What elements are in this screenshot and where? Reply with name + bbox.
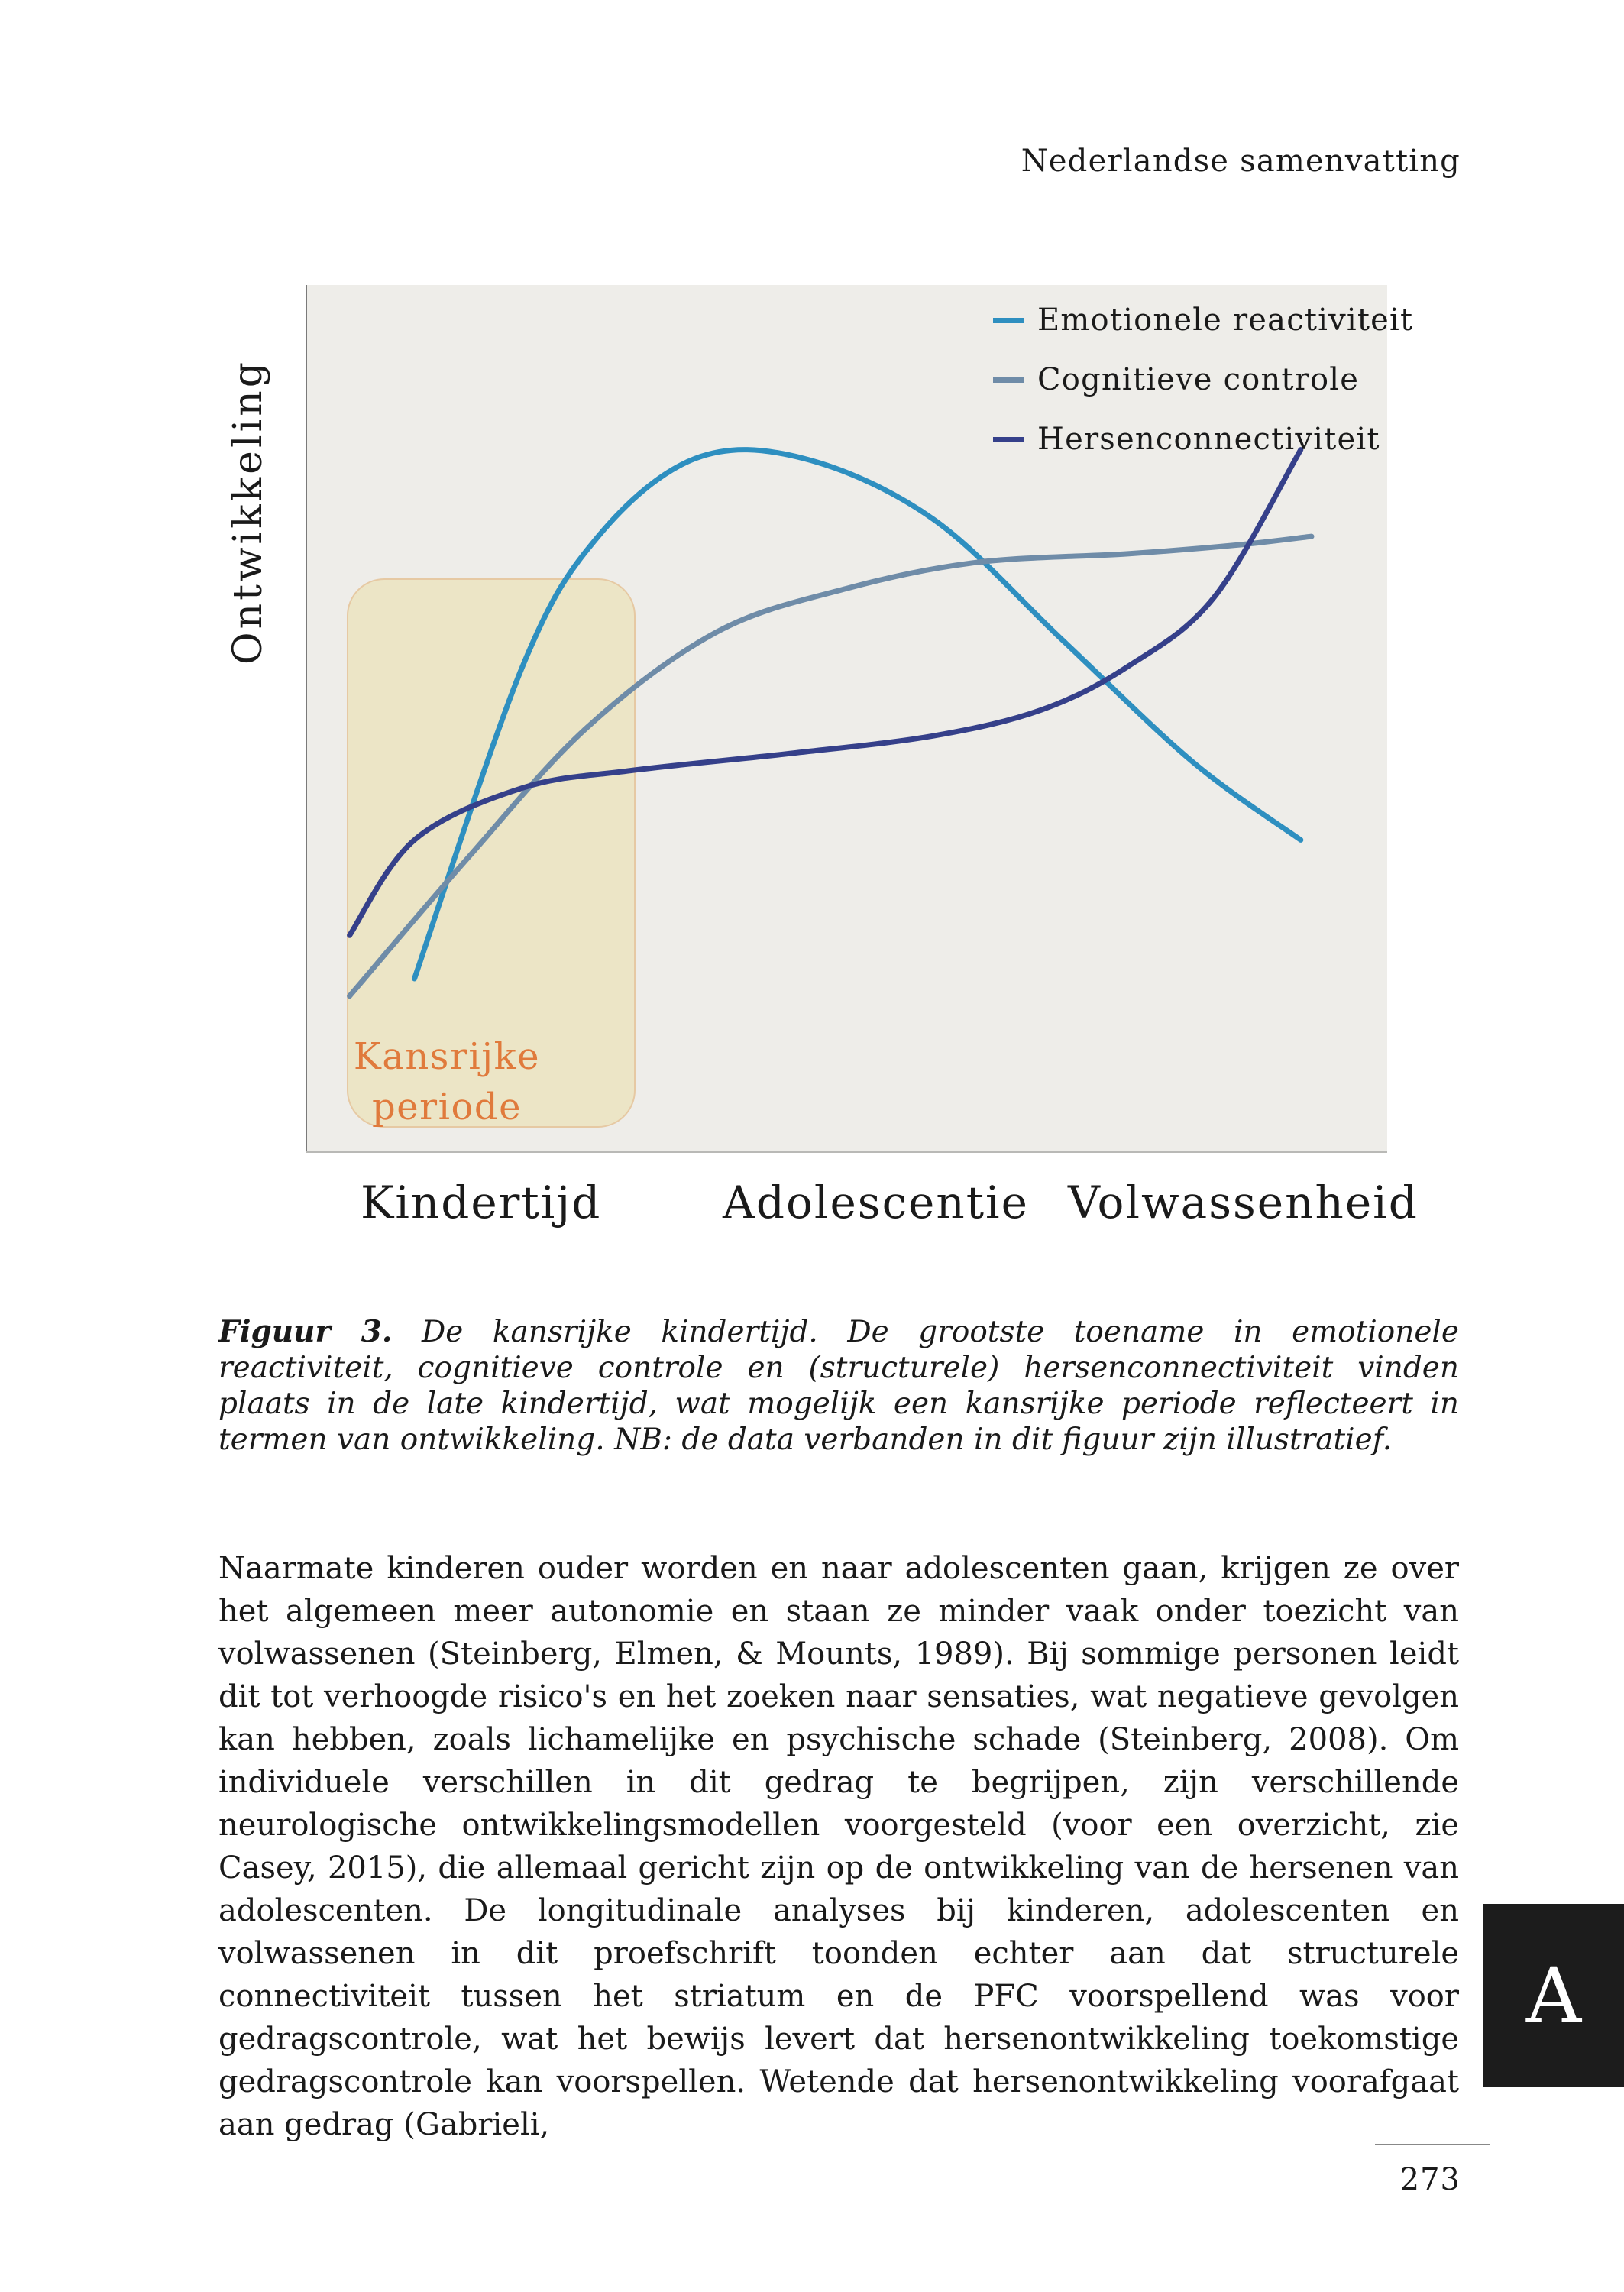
x-tick-volwassenheid: Volwassenheid xyxy=(1068,1177,1419,1229)
figure-number: Figuur 3. xyxy=(218,1314,393,1349)
legend-label-cognitieve: Cognitieve controle xyxy=(1037,362,1360,397)
period-label-line1: Kansrijke xyxy=(353,1035,541,1078)
page-number: 273 xyxy=(1399,2162,1461,2197)
y-axis-label: Ontwikkeling xyxy=(225,359,271,665)
x-tick-kindertijd: Kindertijd xyxy=(361,1177,602,1229)
period-label-line2: periode xyxy=(372,1086,522,1128)
body-paragraph: Naarmate kinderen ouder worden en naar adolescenten gaan, krijgen ze over het algemeen meer autonomie en staan ze minder vaak onder toezicht van volwassenen (Steinberg, Elmen, & Mounts, 1989). Bij sommige personen leidt dit tot verhoogde risico's en het zoeken naar sensaties, wat negatieve gevolgen kan hebben, zoals lichamelijke en psychische schade (Steinberg, 2008). Om individuele verschillen in dit gedrag te begrijpen, zijn verschillende neurologische ontwikkelingsmodellen voorgesteld (voor een overzicht, zie Casey, 2015), die allemaal gericht zijn op de ontwikkeling van de hersenen van adolescenten. De longitudinale analyses bij kinderen, adolescenten en volwassenen in dit proefschrift toonden echter aan dat structurele connectiviteit tussen het striatum en de PFC voorspellend was voor gedragscontrole, wat het bewijs levert dat hersenontwikkeling toekomstige gedragscontrole kan voorspellen. Wetende dat hersenontwikkeling voorafgaat aan gedrag (Gabrieli, xyxy=(218,1551,1459,2142)
figure xyxy=(206,264,1444,1272)
legend-swatch-hersen xyxy=(993,437,1024,442)
running-head: Nederlandse samenvatting xyxy=(1021,144,1461,179)
legend-label-hersen: Hersenconnectiviteit xyxy=(1037,422,1380,457)
page-rule xyxy=(1375,2144,1490,2145)
legend-item-cognitieve xyxy=(993,350,1413,410)
figure-caption xyxy=(218,1314,1459,1458)
chapter-tab xyxy=(1483,1904,1624,2087)
legend-item-hersen xyxy=(993,410,1413,469)
legend xyxy=(993,290,1413,469)
x-tick-adolescentie: Adolescentie xyxy=(723,1177,1029,1229)
caption-text: De kansrijke kindertijd. De grootste toename in emotionele reactiviteit, cognitieve controle en (structurele) hersenconnectiviteit vinden plaats in de late kindertijd, wat mogelijk een kansrijke periode reflecteert in termen van ontwikkeling. NB: de data verbanden in dit figuur zijn illustratief. xyxy=(218,1315,1459,1457)
legend-label-emotionele: Emotionele reactiviteit xyxy=(1037,303,1414,338)
chapter-letter: A xyxy=(1525,1950,1582,2041)
legend-item-emotionele xyxy=(993,290,1413,350)
period-label xyxy=(351,1031,542,1132)
legend-swatch-emotionele xyxy=(993,318,1024,323)
legend-swatch-cognitieve xyxy=(993,377,1024,383)
